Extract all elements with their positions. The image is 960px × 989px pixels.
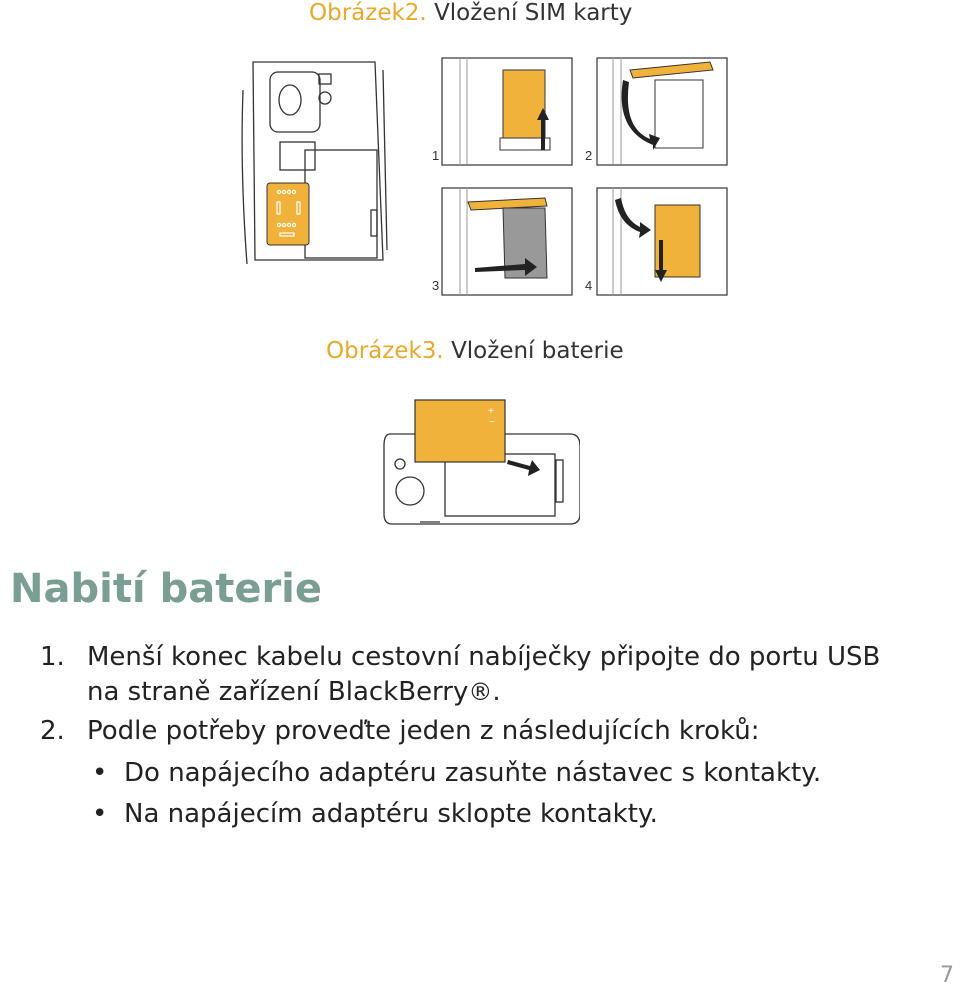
bullet-icon: • <box>92 799 108 829</box>
panel-label-1: 1 <box>432 148 440 163</box>
step-1-line2: na straně zařízení BlackBerry <box>87 677 469 707</box>
sim-step-panel-3 <box>432 188 572 295</box>
step-2-text: Podle potřeby proveďte jeden z následujících kroků: <box>87 716 760 746</box>
phone-back-illustration <box>242 62 387 264</box>
step-1 <box>40 642 880 672</box>
bullet-icon: • <box>92 758 108 788</box>
page-number: 7 <box>940 963 954 988</box>
step-2-number: 2. <box>40 716 65 746</box>
bullet-text: Do napájecího adaptéru zasuňte nástavec s kontakty. <box>124 758 822 788</box>
list-item <box>92 799 658 829</box>
registered-mark: ® <box>468 678 493 706</box>
step-1-number: 1. <box>40 642 65 672</box>
sim-step-panel-2 <box>585 58 727 165</box>
panel-label-4: 4 <box>585 278 593 293</box>
sim-step-panel-1 <box>432 58 572 165</box>
step-1-continued <box>87 677 501 707</box>
figure2-number: Obrázek2. <box>309 0 427 26</box>
figure3-title: Vložení baterie <box>451 338 624 364</box>
figure3-number: Obrázek3. <box>326 338 444 364</box>
step-1-line1: Menší konec kabelu cestovní nabíječky připojte do portu USB <box>87 642 881 672</box>
sim-step-panel-4 <box>585 188 727 295</box>
battery-insertion-figure <box>380 394 580 529</box>
battery-minus: − <box>489 417 495 428</box>
battery <box>415 400 505 462</box>
figure2-caption <box>309 0 632 26</box>
panel-label-3: 3 <box>432 278 440 293</box>
figure2-title: Vložení SIM karty <box>434 0 633 26</box>
list-item <box>92 758 821 788</box>
insert-arrow-icon <box>507 460 540 476</box>
sim-card-phone <box>267 183 309 245</box>
battery-plus: + <box>488 406 494 417</box>
figure3-caption <box>326 338 624 364</box>
sim-insertion-figure <box>235 50 735 300</box>
section-heading: Nabití baterie <box>10 566 323 612</box>
panel-label-2: 2 <box>585 148 593 163</box>
bullet-text: Na napájecím adaptéru sklopte kontakty. <box>124 799 658 829</box>
step-1-end: . <box>492 677 501 707</box>
step-2 <box>40 716 760 746</box>
